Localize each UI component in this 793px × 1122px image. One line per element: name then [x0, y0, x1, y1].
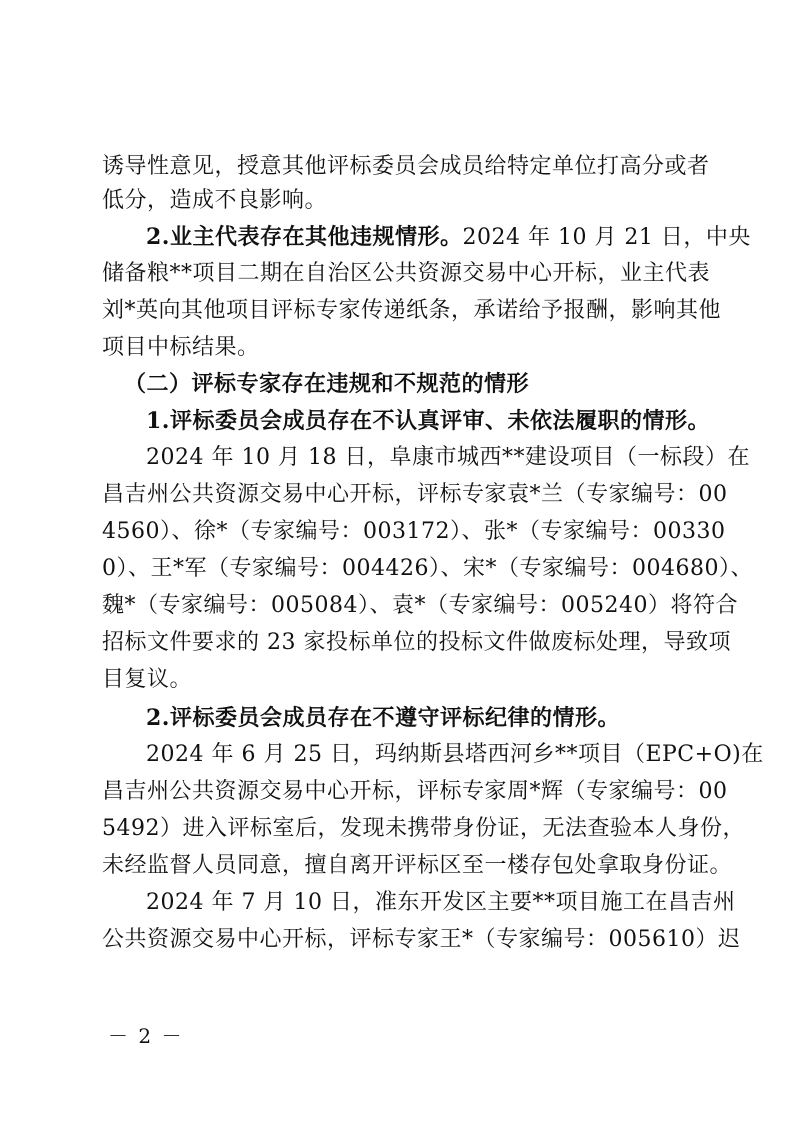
section-heading: 1.评标委员会成员存在不认真评审、未依法履职的情形。 — [146, 408, 710, 434]
paragraph-line: 诱导性意见，授意其他评标委员会成员给特定单位打高分或者 — [102, 154, 710, 179]
section-heading: 2.业主代表存在其他违规情形。 — [146, 224, 463, 250]
paragraph-line: 招标文件要求的 23 家投标单位的投标文件做废标处理，导致项 — [102, 630, 731, 655]
paragraph-line: 0）、王*军（专家编号：004426）、宋*（专家编号：004680）、 — [102, 556, 753, 581]
paragraph-line: 2024 年 10 月 18 日，阜康市城西**建设项目（一标段）在 — [146, 445, 750, 470]
paragraph-line: 目复议。 — [102, 667, 193, 692]
paragraph-line: 昌吉州公共资源交易中心开标，评标专家袁*兰（专家编号：00 — [102, 482, 728, 507]
paragraph-line: 4560）、徐*（专家编号：003172）、张*（专家编号：00330 — [102, 519, 726, 544]
paragraph-line: 公共资源交易中心开标，评标专家王*（专家编号：005610）迟 — [102, 927, 741, 952]
paragraph-line: 低分，造成不良影响。 — [102, 188, 328, 213]
page-number: － 2 － — [108, 1024, 184, 1048]
section-heading: 2.评标委员会成员存在不遵守评标纪律的情形。 — [146, 705, 620, 731]
heading-rest-text: 2024 年 10 月 21 日，中央 — [462, 225, 751, 250]
paragraph-line: 5492）进入评标室后，发现未携带身份证，无法查验本人身份， — [102, 816, 745, 841]
paragraph-line: 魏*（专家编号：005084）、袁*（专家编号：005240）将符合 — [102, 593, 738, 618]
subsection-heading: （二）评标专家存在违规和不规范的情形 — [124, 371, 530, 397]
paragraph-line: 储备粮**项目二期在自治区公共资源交易中心开标，业主代表 — [102, 261, 711, 286]
paragraph-line: 未经监督人员同意，擅自离开评标区至一楼存包处拿取身份证。 — [102, 853, 733, 878]
paragraph-line: 2024 年 7 月 10 日，准东开发区主要**项目施工在昌吉州 — [146, 890, 736, 915]
paragraph-line — [102, 222, 751, 253]
paragraph-line: 2024 年 6 月 25 日，玛纳斯县塔西河乡**项目（EPC+O)在 — [146, 742, 764, 767]
paragraph-line: 刘*英向其他项目评标专家传递纸条，承诺给予报酬，影响其他 — [102, 298, 722, 323]
paragraph-line: 项目中标结果。 — [102, 335, 260, 360]
paragraph-line: 昌吉州公共资源交易中心开标，评标专家周*辉（专家编号：00 — [102, 779, 728, 804]
